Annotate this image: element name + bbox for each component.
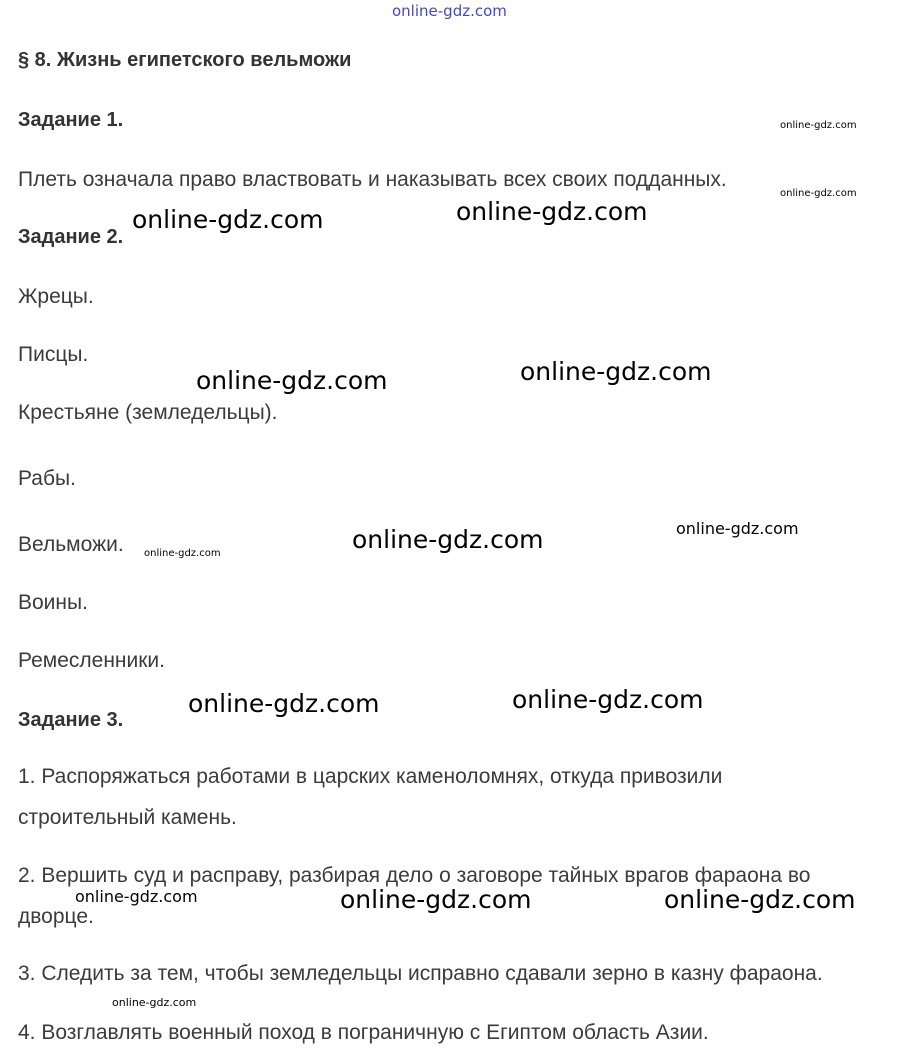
- task3-item1-line1: 1. Распоряжаться работами в царских каменоломнях, откуда привозили: [18, 765, 723, 788]
- task3-item1-line2: строительный камень.: [18, 806, 237, 829]
- page-title: § 8. Жизнь египетского вельможи: [18, 49, 352, 71]
- task2-item: Жрецы.: [18, 285, 94, 308]
- watermark-text: online-gdz.com: [664, 885, 856, 914]
- task2-item: Крестьяне (земледельцы).: [18, 401, 278, 424]
- watermark-text: online-gdz.com: [512, 685, 704, 714]
- watermark-text: online-gdz.com: [352, 525, 544, 554]
- watermark-text: online-gdz.com: [196, 366, 388, 395]
- watermark-text: online-gdz.com: [188, 689, 380, 718]
- task2-heading: Задание 2.: [18, 226, 124, 248]
- task1-heading: Задание 1.: [18, 109, 124, 131]
- watermark-text: online-gdz.com: [520, 357, 712, 386]
- task3-item2-line2: дворце.: [18, 905, 94, 928]
- task3-item4: 4. Возглавлять военный поход в пограничную с Египтом область Азии.: [18, 1021, 709, 1044]
- task2-item: Писцы.: [18, 343, 89, 366]
- watermark-text: online-gdz.com: [75, 887, 198, 906]
- task2-item: Рабы.: [18, 467, 76, 490]
- task3-item2-line1: 2. Вершить суд и расправу, разбирая дело о заговоре тайных врагов фараона во: [18, 864, 811, 887]
- task3-heading: Задание 3.: [18, 709, 124, 731]
- task2-item: Ремесленники.: [18, 649, 165, 672]
- watermark-text: online-gdz.com: [144, 548, 221, 559]
- watermark-text: online-gdz.com: [112, 996, 197, 1009]
- top-watermark: online-gdz.com: [392, 2, 507, 20]
- watermark-text: online-gdz.com: [780, 188, 857, 199]
- task2-item: Вельможи.: [18, 533, 124, 556]
- task3-item3: 3. Следить за тем, чтобы земледельцы исправно сдавали зерно в казну фараона.: [18, 962, 823, 985]
- watermark-text: online-gdz.com: [340, 885, 532, 914]
- watermark-text: online-gdz.com: [780, 120, 857, 131]
- task1-answer: Плеть означала право властвовать и наказывать всех своих подданных.: [18, 168, 727, 191]
- watermark-text: online-gdz.com: [456, 197, 648, 226]
- watermark-text: online-gdz.com: [132, 205, 324, 234]
- watermark-text: online-gdz.com: [676, 519, 799, 538]
- task2-item: Воины.: [18, 591, 88, 614]
